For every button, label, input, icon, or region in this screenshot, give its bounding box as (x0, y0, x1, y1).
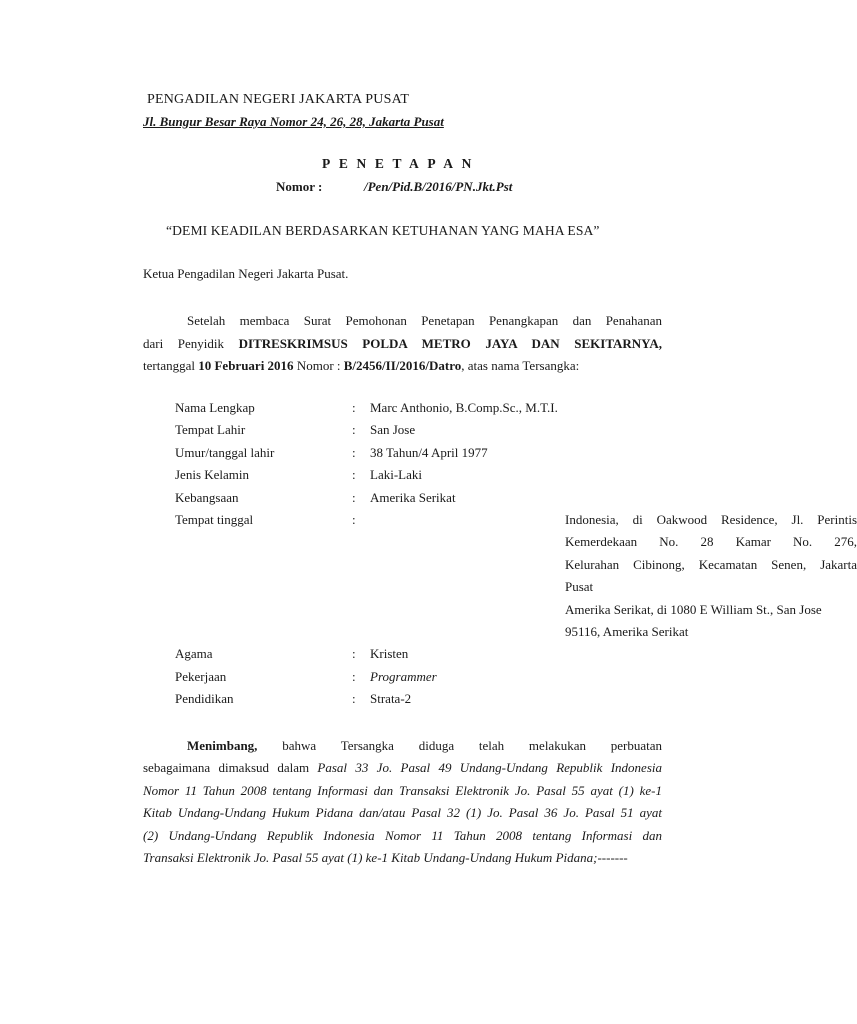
address-line: Amerika Serikat, di 1080 E William St., San Jose (565, 601, 822, 617)
identity-value: Laki-Laki (370, 467, 422, 483)
identity-value: Marc Anthonio, B.Comp.Sc., M.T.I. (370, 400, 558, 415)
addressee: Ketua Pengadilan Negeri Jakarta Pusat. (143, 266, 349, 281)
identity-label: Nama Lengkap (175, 400, 255, 415)
intro-line-2 (143, 333, 662, 356)
identity-row-tempat-lahir (175, 419, 662, 441)
menimbang-line-2-law: Pasal 33 Jo. Pasal 49 Undang-Undang Republik Indonesia (317, 760, 662, 776)
address-line: Kelurahan Cibinong, Kecamatan Senen, Jakarta (565, 556, 857, 572)
menimbang-line-4: Kitab Undang-Undang Hukum Pidana dan/atau Pasal 32 (1) Jo. Pasal 36 Jo. Pasal 51 ayat (143, 805, 662, 821)
court-address: Jl. Bungur Besar Raya Nomor 24, 26, 28, Jakarta Pusat (143, 114, 444, 129)
identity-row-umur (175, 442, 662, 464)
identity-row-jenis-kelamin (175, 464, 662, 486)
intro-paragraph (143, 310, 662, 378)
identity-label: Agama (175, 646, 213, 662)
identity-separator: : (352, 400, 356, 415)
identity-label: Jenis Kelamin (175, 467, 250, 483)
menimbang-paragraph (143, 735, 662, 869)
address-line: Pusat (565, 579, 594, 595)
identity-value: Strata-2 (370, 691, 412, 707)
identity-separator: : (352, 467, 356, 483)
court-name: PENGADILAN NEGERI JAKARTA PUSAT (147, 92, 410, 107)
identity-value: Programmer (370, 668, 437, 684)
menimbang-line-6: Transaksi Elektronik Jo. Pasal 55 ayat (1) ke-1 Kitab Undang-Undang Hukum Pidana;------- (143, 849, 628, 865)
identity-row-agama (175, 643, 662, 665)
address-line: Kemerdekaan No. 28 Kamar No. 276, (565, 534, 857, 550)
identity-label: Tempat tinggal (175, 511, 254, 527)
identity-value: Amerika Serikat (370, 489, 456, 505)
nomor-value: /Pen/Pid.B/2016/PN.Jkt.Pst (364, 179, 513, 194)
identity-separator: : (352, 646, 356, 662)
identity-label: Kebangsaan (175, 489, 239, 505)
identity-separator: : (352, 444, 356, 460)
intro-penyidik-label: dari Penyidik (143, 335, 225, 351)
intro-date-label: tertanggal (143, 358, 195, 373)
menimbang-line-3: Nomor 11 Tahun 2008 tentang Informasi dan Transaksi Elektronik Jo. Pasal 55 ayat (1) ke-1 (143, 782, 662, 798)
identity-row-nama (175, 397, 662, 419)
menimbang-line-1-text: bahwa Tersangka diduga telah melakukan perbuatan (282, 738, 663, 753)
identity-label: Umur/tanggal lahir (175, 444, 275, 460)
identity-value: 38 Tahun/4 April 1977 (370, 444, 488, 460)
identity-separator: : (352, 422, 356, 438)
identity-address-block (565, 509, 857, 643)
identity-row-tempat-tinggal (175, 509, 857, 643)
menimbang-line-2-prefix: sebagaimana dimaksud dalam (143, 760, 310, 776)
identity-row-pekerjaan (175, 666, 662, 688)
intro-line-1-text: Setelah membaca Surat Pemohonan Penetapan Penangkapan dan Penahanan (187, 313, 662, 328)
identity-separator: : (352, 691, 356, 707)
menimbang-line-1 (143, 735, 662, 757)
intro-line-1 (143, 310, 662, 333)
identity-table (175, 397, 857, 710)
motto: “DEMI KEADILAN BERDASARKAN KETUHANAN YANG MAHA ESA” (166, 223, 600, 238)
menimbang-line-5: (2) Undang-Undang Republik Indonesia Nomor 11 Tahun 2008 tentang Informasi dan (143, 827, 662, 843)
menimbang-line-2 (143, 757, 662, 779)
identity-row-kebangsaan (175, 487, 662, 509)
intro-suffix: , atas nama Tersangka: (461, 358, 580, 373)
intro-nomor-label: Nomor : (296, 358, 341, 373)
identity-label: Tempat Lahir (175, 422, 246, 438)
identity-separator: : (352, 511, 356, 527)
identity-value: San Jose (370, 422, 416, 438)
identity-value: Kristen (370, 646, 409, 662)
intro-penyidik-name: DITRESKRIMSUS POLDA METRO JAYA DAN SEKITARNYA, (238, 335, 663, 351)
identity-separator: : (352, 489, 356, 505)
address-line: 95116, Amerika Serikat (565, 623, 689, 639)
identity-label: Pekerjaan (175, 668, 227, 684)
identity-separator: : (352, 668, 356, 684)
intro-line-3 (143, 355, 662, 378)
menimbang-keyword: Menimbang, (187, 738, 258, 753)
intro-nomor: B/2456/II/2016/Datro (343, 358, 462, 373)
identity-label: Pendidikan (175, 691, 234, 707)
identity-row-pendidikan (175, 688, 662, 710)
intro-date: 10 Februari 2016 (198, 358, 294, 373)
nomor-label: Nomor : (276, 179, 323, 194)
address-line: Indonesia, di Oakwood Residence, Jl. Perintis (565, 511, 857, 527)
document-title: PENETAPAN (322, 156, 480, 171)
